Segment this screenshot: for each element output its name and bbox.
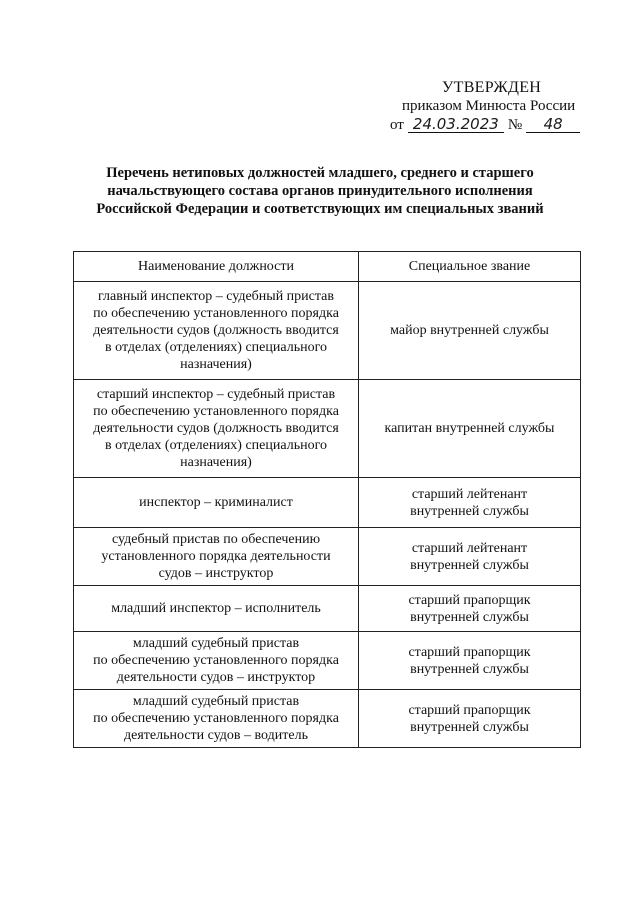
document-heading — [60, 164, 580, 218]
position-name: инспектор – криминалист — [139, 495, 293, 510]
handwritten-date: 24.03.2023 — [408, 116, 504, 133]
position-name: судебный пристав по обеспечению установленного порядка деятельности судов – инструктор — [101, 532, 331, 581]
approval-date-line — [390, 116, 590, 135]
column-header-rank: Специальное звание — [359, 252, 581, 282]
special-rank: старший прапорщик внутренней службы — [408, 644, 531, 677]
position-name: младший инспектор – исполнитель — [111, 601, 321, 616]
table-row — [74, 632, 581, 690]
special-rank: капитан внутренней службы — [384, 421, 555, 436]
position-cell — [74, 282, 359, 380]
rank-cell — [359, 478, 581, 528]
table-row — [74, 586, 581, 632]
position-cell — [74, 380, 359, 478]
approval-number-label: № — [507, 117, 523, 133]
position-cell — [74, 586, 359, 632]
table-row — [74, 478, 581, 528]
approval-from-prefix: от — [390, 117, 404, 133]
approval-block — [390, 78, 590, 135]
special-rank: старший прапорщик внутренней службы — [408, 702, 531, 735]
position-name: младший судебный пристав по обеспечению установленного порядка деятельности судов – инструктор — [93, 636, 339, 685]
position-cell — [74, 478, 359, 528]
positions-table — [73, 251, 581, 748]
approval-order-line: приказом Минюста России — [402, 98, 576, 114]
position-name: главный инспектор – судебный пристав по обеспечению установленного порядка деятельности судов (должность вводится в отделах (отделениях) специального назначения) — [93, 289, 339, 372]
rank-cell — [359, 282, 581, 380]
handwritten-number: 48 — [526, 116, 580, 133]
heading-line-3: Российской Федерации и соответствующих им специальных званий — [96, 201, 544, 217]
heading-line-1: Перечень нетиповых должностей младшего, среднего и старшего — [106, 165, 534, 181]
table-header-row — [74, 252, 581, 282]
position-cell — [74, 528, 359, 586]
rank-cell — [359, 528, 581, 586]
rank-cell — [359, 586, 581, 632]
position-name: старший инспектор – судебный пристав по обеспечению установленного порядка деятельности судов (должность вводится в отделах (отделениях) специального назначения) — [93, 387, 339, 470]
special-rank: старший лейтенант внутренней службы — [410, 540, 529, 573]
table-row — [74, 380, 581, 478]
rank-cell — [359, 690, 581, 748]
table-row — [74, 690, 581, 748]
heading-line-2: начальствующего состава органов принудительного исполнения — [107, 183, 533, 199]
position-name: младший судебный пристав по обеспечению установленного порядка деятельности судов – водитель — [93, 694, 339, 743]
special-rank: старший лейтенант внутренней службы — [410, 486, 529, 519]
special-rank: старший прапорщик внутренней службы — [408, 592, 531, 625]
table-row — [74, 528, 581, 586]
position-cell — [74, 632, 359, 690]
table-row — [74, 282, 581, 380]
rank-cell — [359, 380, 581, 478]
special-rank: майор внутренней службы — [390, 323, 549, 338]
table-body — [74, 282, 581, 748]
rank-cell — [359, 632, 581, 690]
approval-title: УТВЕРЖДЕН — [442, 79, 542, 96]
position-cell — [74, 690, 359, 748]
column-header-position: Наименование должности — [74, 252, 359, 282]
